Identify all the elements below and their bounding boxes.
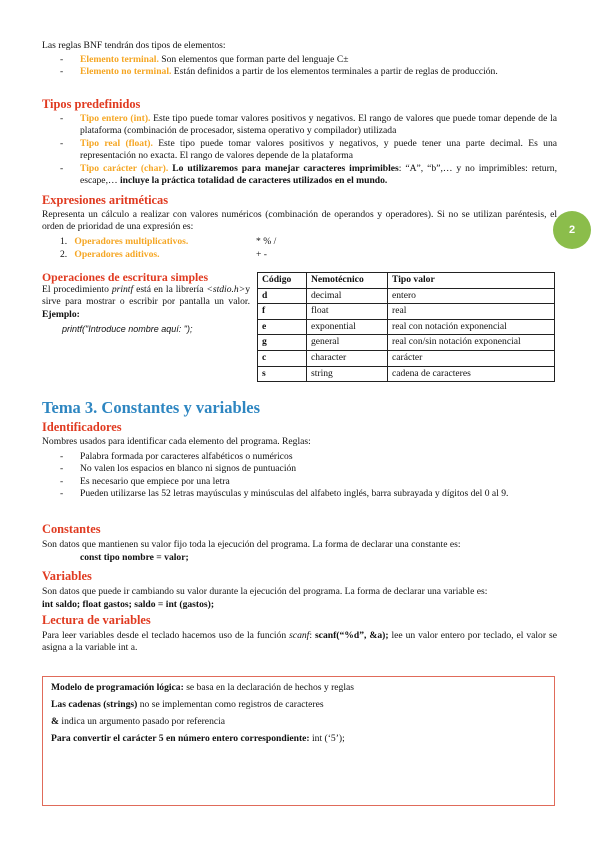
table-row: d decimal entero <box>258 288 555 304</box>
summary-line: Las cadenas (strings) no se implementan como registros de caracteres <box>51 699 324 710</box>
constantes-text: Son datos que mantienen su valor fijo toda la ejecución del programa. La forma de declarar una constante es: <box>42 539 461 550</box>
table-row: s string cadena de caracteres <box>258 366 555 382</box>
summary-line: Modelo de programación lógica: se basa en la declaración de hechos y reglas <box>51 682 355 693</box>
escritura-text: El procedimiento printf está en la librería <stdio.h>y sirve para mostrar o escribir por pantalla un valor. Ejemplo: <box>42 284 250 320</box>
list-item: 2. Operadores aditivos. + - <box>60 248 268 260</box>
list-item: - Elemento terminal. Son elementos que forman parte del lenguaje C± <box>60 54 349 65</box>
operators-list <box>60 236 300 261</box>
identificadores-text: Nombres usados para identificar cada elemento del programa. Reglas: <box>42 436 311 447</box>
lectura-text: Para leer variables desde el teclado hacemos uso de la función scanf: scanf(“%d”, &a); lee un valor entero por teclado, el valor se asigna a la variable int a. <box>42 630 557 654</box>
expresiones-text: Representa un cálculo a realizar con valores numéricos (combinación de operandos y operadores). Si no se utilizan paréntesis, el orden de prioridad de una expresión es: <box>42 209 557 233</box>
section-heading-tipos: Tipos predefinidos <box>42 97 141 111</box>
chapter-title: Tema 3. Constantes y variables <box>42 398 261 417</box>
section-heading-identificadores: Identificadores <box>42 420 122 434</box>
table-row: e exponential real con notación exponencial <box>258 319 555 335</box>
list-item: - Elemento no terminal. Están definidos a partir de los elementos terminales a partir de reglas de producción. <box>60 66 498 78</box>
column-header: Nemotécnico <box>307 273 388 289</box>
list-item: - No valen los espacios en blanco ni signos de puntuación <box>60 463 297 475</box>
list-item: - Tipo real (float). Este tipo puede tomar valores positivos y negativos, y puede tener una parte decimal. Es una representación no exacta. El rango de valores depende de la plataforma <box>60 137 558 162</box>
variable-declaration-code: int saldo; float gastos; saldo = int (gastos); <box>42 599 215 610</box>
table-row: c character carácter <box>258 350 555 366</box>
section-heading-lectura: Lectura de variables <box>42 613 151 627</box>
section-heading-expresiones: Expresiones aritméticas <box>42 193 169 207</box>
table-row: f float real <box>258 304 555 320</box>
list-item: - Tipo entero (int). Este tipo puede tomar valores positivos y negativos. El rango de valores que puede tomar depende de la plataforma (combinación de procesador, sistema operativo y compilador) utilizada <box>60 113 557 137</box>
column-header: Código <box>258 273 307 289</box>
bnf-intro: Las reglas BNF tendrán dos tipos de elementos: <box>42 40 226 51</box>
summary-line: & indica un argumento pasado por referencia <box>51 716 226 727</box>
page-number-badge: 2 <box>553 211 591 249</box>
section-heading-variables: Variables <box>42 569 92 583</box>
summary-box <box>42 676 555 806</box>
summary-line: Para convertir el carácter 5 en número entero correspondiente: int (‘5’); <box>51 733 345 744</box>
table-row: g general real con/sin notación exponencial <box>258 335 555 351</box>
list-item: - Tipo carácter (char). Lo utilizaremos para manejar caracteres imprimibles: “A”, “b”,… y no imprimibles: return, escape,… incluye la práctica totalidad de caracteres utilizados en el mundo. <box>60 162 557 187</box>
list-item: - Es necesario que empiece por una letra <box>60 475 230 487</box>
format-codes-table <box>257 272 555 382</box>
identificadores-rules <box>42 451 562 501</box>
list-item: - Pueden utilizarse las 52 letras mayúsculas y minúsculas del alfabeto inglés, barra subrayada y dígitos del 0 al 9. <box>60 488 509 500</box>
tipos-list <box>42 113 557 187</box>
section-heading-escritura: Operaciones de escritura simples <box>42 270 209 284</box>
bnf-list <box>42 54 557 79</box>
list-item: 1. Operadores multiplicativos. * % / <box>60 236 277 247</box>
table-header-row <box>258 273 555 289</box>
printf-example: printf("Introduce nombre aquí: "); <box>62 324 193 334</box>
column-header: Tipo valor <box>388 273 555 289</box>
constant-declaration-code: const tipo nombre = valor; <box>80 552 189 563</box>
section-heading-constantes: Constantes <box>42 522 101 536</box>
variables-text: Son datos que puede ir cambiando su valor durante la ejecución del programa. La forma de declarar una variable es: <box>42 586 488 597</box>
list-item: - Palabra formada por caracteres alfabéticos o numéricos <box>60 451 293 462</box>
